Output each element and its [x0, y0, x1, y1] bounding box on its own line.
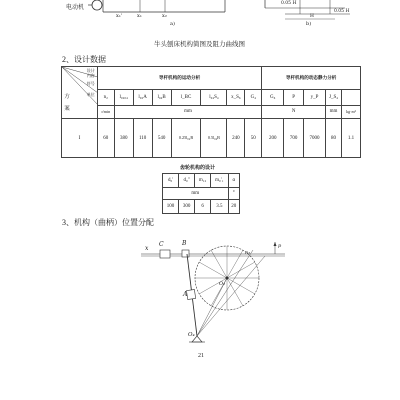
- label-B: B: [182, 240, 187, 247]
- x-marker: x₁: [137, 13, 142, 19]
- group-header-kinematics: 导杆机构的运动分析: [97, 67, 261, 90]
- corner-design-content-label: 设计内容: [86, 68, 95, 78]
- gear-symbol-header: d₀": [179, 174, 195, 188]
- symbol-header: G₆: [262, 89, 284, 105]
- x-marker: x₂: [162, 13, 167, 19]
- subfigure-b-label: b): [306, 21, 312, 27]
- unit-cell: kg·m²: [341, 105, 360, 119]
- gear-symbol-header: m₀'₁: [211, 174, 229, 188]
- symbol-header: y_P: [304, 89, 326, 105]
- symbol-header: G₄: [245, 89, 262, 105]
- gear-symbol-header: d₀': [163, 174, 179, 188]
- table-cell: 110: [133, 119, 152, 158]
- table-cell: 540: [152, 119, 171, 158]
- symbol-header: l₀₂₀₄: [114, 89, 133, 105]
- corner-unit-label: 单位: [86, 92, 95, 97]
- unit-cell: r/min: [97, 105, 114, 119]
- table-cell: 380: [114, 119, 133, 158]
- label-O2: O₂: [219, 281, 226, 287]
- h-label: 0.05 H: [281, 1, 297, 6]
- table-cell: 0.25l₀₄B: [171, 119, 201, 158]
- table-cell: 240: [227, 119, 245, 158]
- label-p: p: [278, 243, 282, 249]
- crank-position-diagram: [135, 236, 295, 346]
- table-cell: 700: [284, 119, 304, 158]
- mechanism-sketch-drawing: [0, 0, 400, 30]
- design-data-table: [61, 66, 361, 158]
- gear-design-table: [162, 173, 240, 214]
- subfigure-a-label: a): [170, 21, 175, 27]
- table-cell: 7000: [304, 119, 326, 158]
- label-C: C: [159, 241, 164, 248]
- label-A: A: [183, 291, 188, 298]
- symbol-header: l₀₂A: [133, 89, 152, 105]
- label-O4: O₄: [188, 332, 195, 338]
- symbol-header: l₀₄S₄: [201, 89, 227, 105]
- symbol-header: l₀₄B: [152, 89, 171, 105]
- gear-table-cell: 3.5: [211, 200, 229, 214]
- gear-unit-cell: mm: [163, 188, 229, 200]
- gear-table-cell: 20: [228, 200, 239, 214]
- top-figure: [0, 0, 400, 30]
- symbol-header: x_S₆: [227, 89, 245, 105]
- gear-table-cell: 300: [179, 200, 195, 214]
- table-cell: 80: [326, 119, 342, 158]
- table-cell: 60: [97, 119, 114, 158]
- symbol-header: l_BC: [171, 89, 201, 105]
- gear-table-cell: 100: [163, 200, 179, 214]
- gear-table-cell: 6: [195, 200, 211, 214]
- group-header-dynamics: 导杆机构的动态静力分析: [262, 67, 361, 90]
- motor-label: 电动机: [66, 4, 85, 11]
- gear-unit-cell: °: [228, 188, 239, 200]
- table-cell: 50: [245, 119, 262, 158]
- h-label: H: [310, 14, 314, 19]
- table-cell: 0.5l₀₄B: [201, 119, 227, 158]
- unit-cell: N: [262, 105, 326, 119]
- label-x: x: [145, 245, 149, 252]
- h-label: 0.05 H: [334, 9, 350, 14]
- gear-table-title: 齿轮机构的设计: [180, 166, 216, 171]
- x-marker: x₁': [116, 13, 123, 19]
- table-cell: 200: [262, 119, 284, 158]
- label-n2: n₂: [245, 250, 251, 256]
- table-cell: 1.1: [341, 119, 360, 158]
- table-corner-cell: [62, 67, 98, 119]
- unit-cell: mm: [326, 105, 342, 119]
- row-label: I: [62, 119, 98, 158]
- corner-symbol-label: 符号: [86, 81, 95, 86]
- gear-symbol-header: m₁₂: [195, 174, 211, 188]
- corner-scheme-label: 方案: [64, 94, 70, 112]
- page-number: 21: [198, 353, 204, 359]
- unit-cell: mm: [114, 105, 262, 119]
- symbol-header: n₂: [97, 89, 114, 105]
- figure-caption: 牛头刨床机构简图及阻力曲线图: [154, 40, 245, 48]
- symbol-header: J_S₄: [326, 89, 342, 105]
- gear-symbol-header: α: [228, 174, 239, 188]
- section-3-title: 3、机构（曲柄）位置分配: [62, 218, 154, 227]
- symbol-header: P: [284, 89, 304, 105]
- section-2-title: 2、设计数据: [62, 55, 106, 64]
